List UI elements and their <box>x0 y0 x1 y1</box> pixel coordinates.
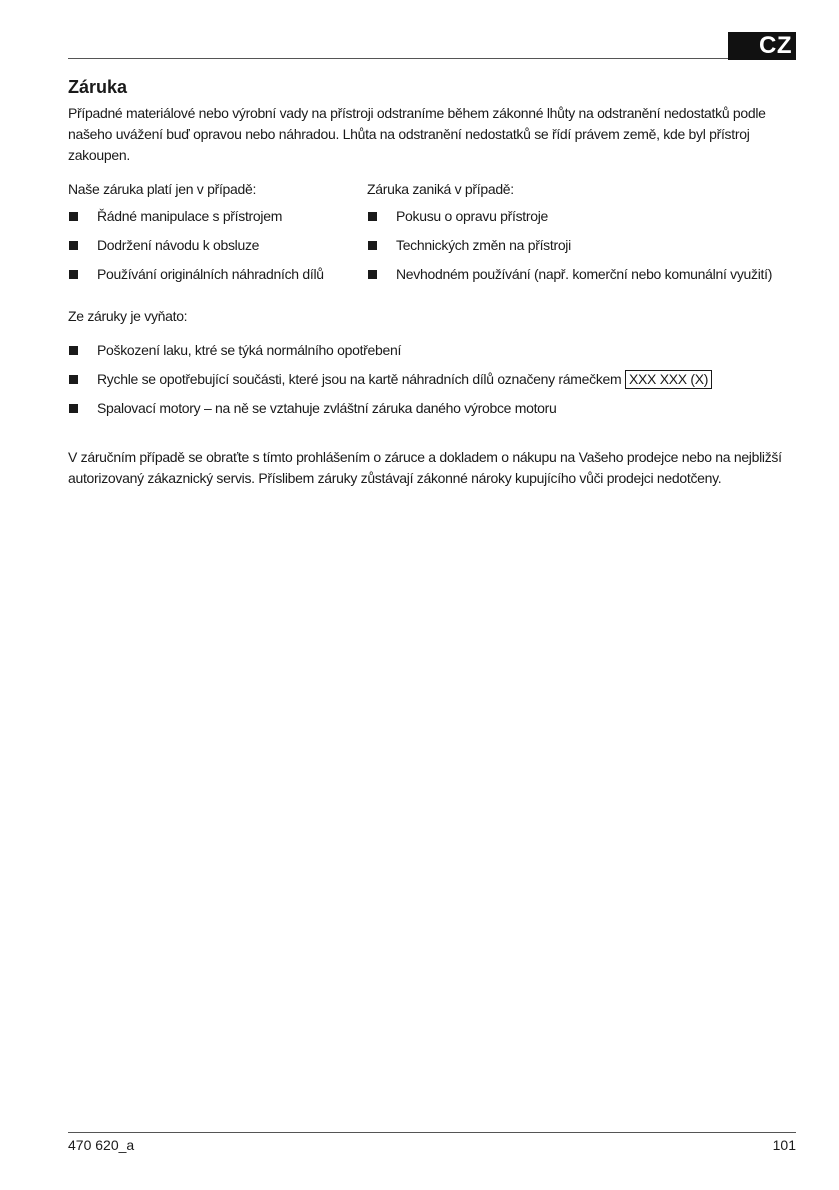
bullet-square-icon <box>69 212 78 221</box>
bullet-square-icon <box>69 241 78 250</box>
list-item: Rychle se opotřebující součásti, které jsou na kartě náhradních dílů označeny rámečkem XXX XXX (X) <box>68 369 796 390</box>
bullet-square-icon <box>69 270 78 279</box>
bullet-square-icon <box>69 346 78 355</box>
bullet-square-icon <box>368 270 377 279</box>
header-rule <box>68 58 796 59</box>
list-item: Dodržení návodu k obsluze <box>68 235 367 256</box>
intro-paragraph: Případné materiálové nebo výrobní vady na přístroji odstraníme během zákonné lhůty na odstranění nedostatků podle našeho uvážení buď opravou nebo náhradou. Lhůta na odstranění nedostatků se řídí právem země, kde byl přístroj zakoupen. <box>68 105 766 163</box>
list-item: Používání originálních náhradních dílů <box>68 264 367 285</box>
void-heading: Záruka zaniká v případě: <box>367 181 514 197</box>
page-number: 101 <box>772 1137 796 1153</box>
list-item: Poškození laku, ktré se týká normálního opotřebení <box>68 340 796 361</box>
document-id: 470 620_a <box>68 1137 135 1153</box>
footer-rule <box>68 1132 796 1133</box>
bullet-square-icon <box>69 404 78 413</box>
list-item: Nevhodném používání (např. komerční nebo komunální využití) <box>367 264 796 285</box>
list-item: Spalovací motory – na ně se vztahuje zvláštní záruka daného výrobce motoru <box>68 398 796 419</box>
bullet-square-icon <box>368 212 377 221</box>
bullet-square-icon <box>368 241 377 250</box>
warranty-section <box>68 76 796 489</box>
closing-paragraph: V záručním případě se obraťte s tímto prohlášením o záruce a dokladem o nákupu na Vašeho prodejce nebo na nejbližší autorizovaný zákaznický servis. Příslibem záruky zůstávají zákonné nároky kupujícího vůči prodejci nedotčeny. <box>68 449 782 486</box>
valid-conditions <box>68 179 367 293</box>
bullet-square-icon <box>69 375 78 384</box>
list-item: Řádné manipulace s přístrojem <box>68 206 367 227</box>
language-tab: CZ <box>728 32 796 60</box>
section-title: Záruka <box>68 77 128 97</box>
part-code-frame: XXX XXX (X) <box>625 370 712 389</box>
excluded-heading: Ze záruky je vyňato: <box>68 308 188 324</box>
void-conditions <box>367 179 796 293</box>
conditions-columns <box>68 179 796 293</box>
list-item: Technických změn na přístroji <box>367 235 796 256</box>
valid-heading: Naše záruka platí jen v případě: <box>68 181 257 197</box>
list-item: Pokusu o opravu přístroje <box>367 206 796 227</box>
